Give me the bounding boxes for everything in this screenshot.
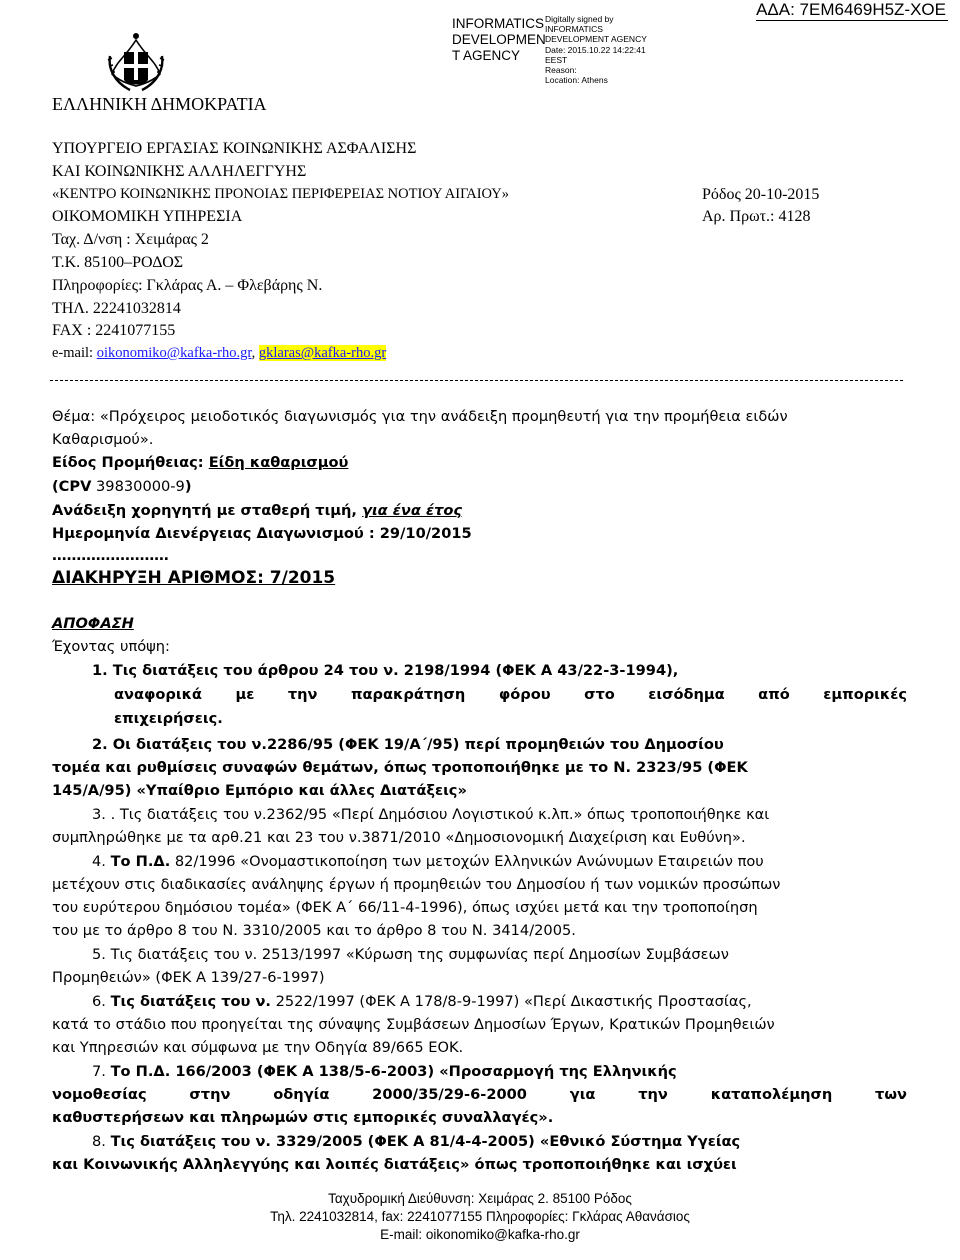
supply-type bbox=[52, 451, 907, 474]
declaration-number: ΔΙΑΚΗΡΥΞΗ ΑΡΙΘΜΟΣ: 7/2015 bbox=[52, 568, 336, 588]
considering-label: Έχοντας υπόψη: bbox=[52, 638, 170, 655]
cpv-value: 39830000-9 bbox=[91, 478, 185, 495]
service-name: ΟΙΚΟΜΟΜΙΚΗ ΥΠΗΡΕΣΙΑ bbox=[52, 208, 243, 225]
contact-persons: Πληροφορίες: Γκλάρας Α. – Φλεβάρης Ν. bbox=[52, 277, 323, 294]
email-separator: , bbox=[251, 345, 259, 361]
item-7-number: 7. bbox=[92, 1063, 111, 1080]
signature-meta-line: Digitally signed by bbox=[545, 14, 614, 24]
item-8-line-1 bbox=[92, 1130, 907, 1153]
item-4-line-4: του με το άρθρο 8 του Ν. 3310/2005 και το άρθρο 8 του Ν. 3414/2005. bbox=[52, 922, 576, 939]
subject-line-1: Θέμα: «Πρόχειρος μειοδοτικός διαγωνισμός για την ανάδειξη προμηθευτή για την προμήθεια ειδών bbox=[52, 408, 788, 425]
republic-title: ΕΛΛΗΝΙΚΗ ΔΗΜΟΚΡΑΤΙΑ bbox=[52, 94, 267, 114]
signature-meta-line: Reason: bbox=[545, 65, 577, 76]
item-2-line-1: 2. Οι διατάξεις του ν.2286/95 (ΦΕΚ 19/Α΄/95) περί προμηθειών του Δημοσίου bbox=[92, 736, 724, 753]
page-footer bbox=[0, 1190, 960, 1244]
subject-line-2: Καθαρισμού». bbox=[52, 431, 154, 448]
centre-name: «ΚΕΝΤΡΟ ΚΟΙΝΩΝΙΚΗΣ ΠΡΟΝΟΙΑΣ ΠΕΡΙΦΕΡΕΙΑΣ ΝΟΤΙΟΥ ΑΙΓΑΙΟΥ» bbox=[52, 186, 510, 202]
item-4-line-2: μετέχουν στις διαδικασίες ανάληψης έργων ή προμηθειών του Δημοσίου ή των νομικών προσώπων bbox=[52, 876, 781, 893]
cpv-label: CPV bbox=[58, 478, 92, 495]
footer-address: Ταχυδρομική Διεύθυνση: Χειμάρας 2. 85100 Ρόδος bbox=[328, 1191, 632, 1206]
item-6-number: 6. bbox=[92, 993, 111, 1010]
item-1-line-3: επιχειρήσεις. bbox=[114, 710, 223, 727]
postcode: Τ.Κ. 85100–ΡΟΔΟΣ bbox=[52, 254, 184, 271]
signature-org-line: INFORMATICS bbox=[452, 16, 544, 31]
award-period: για ένα έτος bbox=[362, 502, 463, 519]
email-link-2[interactable]: gklaras@kafka-rho.gr bbox=[258, 345, 387, 361]
item-1-line-2: αναφορικά με την παρακράτηση φόρου στο εισόδημα από εμπορικές bbox=[114, 686, 907, 703]
item-7-decree: Το Π.Δ. bbox=[110, 1063, 171, 1080]
item-1-line-1: 1. Τις διατάξεις του άρθρου 24 του ν. 2198/1994 (ΦΕΚ Α 43/22-3-1994), bbox=[92, 662, 679, 679]
protocol-number: Αρ. Πρωτ.: 4128 bbox=[702, 208, 811, 225]
item-6-text: 2522/1997 (ΦΕΚ Α 178/8-9-1997) «Περί Δικαστικής Προστασίας, bbox=[270, 993, 752, 1010]
dots-line: …………………… bbox=[52, 547, 169, 564]
document-date: Ρόδος 20-10-2015 bbox=[702, 186, 820, 203]
ministry-line-1: ΥΠΟΥΡΓΕΙΟ ΕΡΓΑΣΙΑΣ ΚΟΙΝΩΝΙΚΗΣ ΑΣΦΑΛΙΣΗΣ bbox=[52, 140, 417, 157]
award-text: Ανάδειξη χορηγητή με σταθερή τιμή, bbox=[52, 502, 363, 519]
fax: FAX : 2241077155 bbox=[52, 322, 176, 339]
signature-meta-line: Location: Athens bbox=[545, 75, 608, 86]
cpv-paren: ) bbox=[184, 478, 192, 495]
signature-meta-line: DEVELOPMENT AGENCY bbox=[545, 34, 647, 45]
signature-meta-line: INFORMATICS bbox=[545, 24, 603, 35]
item-6-line-2: κατά το στάδιο που προηγείται της σύναψης Συμβάσεων Δημοσίων Έργων, Κρατικών Προμηθειών bbox=[52, 1016, 775, 1033]
signature-organization bbox=[452, 16, 546, 64]
footer-email: E-mail: oikonomiko@kafka-rho.gr bbox=[380, 1227, 580, 1242]
item-2-line-3: 145/Α/95) «Υπαίθριο Εμπόριο και άλλες Διατάξεις» bbox=[52, 782, 467, 799]
tender-date: Ημερομηνία Διενέργειας Διαγωνισμού : 29/10/2015 bbox=[52, 525, 472, 542]
item-3-line-1: 3. . Τις διατάξεις του ν.2362/95 «Περί Δημόσιου Λογιστικού κ.λπ.» όπως τροποποιήθηκε και bbox=[92, 806, 770, 823]
separator-line bbox=[50, 380, 903, 381]
item-4-line-3: του ευρύτερου δημόσιου τομέα» (ΦΕΚ Α΄ 66/11-4-1996), όπως ισχύει μετά και την τροποποίηση bbox=[52, 899, 758, 916]
item-8-provisions: Τις διατάξεις του ν. bbox=[110, 1133, 271, 1150]
supply-type-label: Είδος Προμήθειας: bbox=[52, 454, 209, 471]
signature-meta-line: EEST bbox=[545, 54, 568, 65]
ministry-line-2: ΚΑΙ ΚΟΙΝΩΝΙΚΗΣ ΑΛΛΗΛΕΓΓΥΗΣ bbox=[52, 163, 307, 180]
item-7-line-2: νομοθεσίας στην οδηγία 2000/35/29-6-2000 για την καταπολέμηση των bbox=[52, 1086, 907, 1103]
item-2-line-2: τομέα και ρυθμίσεις συναφών θεμάτων, όπως τροποποιήθηκε με το Ν. 2323/95 (ΦΕΚ bbox=[52, 759, 748, 776]
award-line bbox=[52, 499, 907, 522]
postal-address: Ταχ. Δ/νση : Χειμάρας 2 bbox=[52, 231, 209, 248]
item-5-line-2: Προμηθειών» (ΦΕΚ Α 139/27-6-1997) bbox=[52, 969, 325, 986]
item-6-line-3: και Υπηρεσιών και σύμφωνα με την Οδηγία 89/665 ΕΟΚ. bbox=[52, 1039, 464, 1056]
signature-meta-line: Date: 2015.10.22 14:22:41 bbox=[545, 44, 646, 55]
item-7-line-1 bbox=[92, 1060, 907, 1083]
greek-emblem-icon bbox=[100, 22, 172, 94]
decision-title: ΑΠΟΦΑΣΗ bbox=[52, 615, 134, 632]
item-4-number: 4. bbox=[92, 853, 111, 870]
item-3-line-2: συμπληρώθηκε με τα αρθ.21 και 23 του ν.3871/2010 «Δημοσιονομική Διαχείριση και Ευθύνη». bbox=[52, 829, 746, 846]
item-5-line-1: 5. Τις διατάξεις του ν. 2513/1997 «Κύρωση της συμφωνίας περί Δημοσίων Συμβάσεων bbox=[92, 946, 729, 963]
item-4-line-1 bbox=[92, 850, 907, 873]
email-label: e-mail: bbox=[52, 345, 97, 361]
footer-contact: Τηλ. 2241032814, fax: 2241077155 Πληροφορίες: Γκλάρας Αθανάσιος bbox=[270, 1209, 690, 1224]
item-4-decree: Το Π.Δ. bbox=[110, 853, 171, 870]
item-4-text: 82/1996 «Ονομαστικοποίηση των μετοχών Ελληνικών Ανώνυμων Εταιρειών που bbox=[170, 853, 764, 870]
cpv-paren: ( bbox=[52, 478, 59, 495]
item-8-line-2: και Κοινωνικής Αλληλεγγύης και λοιπές διατάξεις» όπως τροποποιήθηκε και ισχύει bbox=[52, 1156, 737, 1173]
item-8-number: 8. bbox=[92, 1133, 111, 1150]
signature-org-line: DEVELOPMEN bbox=[452, 32, 546, 47]
signature-org-line: T AGENCY bbox=[452, 48, 521, 63]
cpv-line bbox=[52, 475, 907, 498]
item-6-line-1 bbox=[92, 990, 907, 1013]
email-line bbox=[52, 345, 386, 362]
signature-details bbox=[545, 14, 647, 85]
telephone: ΤΗΛ. 22241032814 bbox=[52, 300, 181, 317]
item-6-provisions: Τις διατάξεις του ν. bbox=[110, 993, 271, 1010]
item-7-line-3: καθυστερήσεων και πληρωμών στις εμπορικές συναλλαγές». bbox=[52, 1109, 554, 1126]
email-link-1[interactable]: oikonomiko@kafka-rho.gr bbox=[96, 345, 252, 361]
item-7-text: 166/2003 (ΦΕΚ Α 138/5-6-2003) «Προσαρμογή της Ελληνικής bbox=[170, 1063, 677, 1080]
item-8-text: 3329/2005 (ΦΕΚ Α 81/4-4-2005) «Εθνικό Σύστημα Υγείας bbox=[270, 1133, 741, 1150]
supply-type-value: Είδη καθαρισμού bbox=[208, 454, 349, 471]
ada-code: ΑΔΑ: 7ΕΜ6469Η5Ζ-ΧΟΕ bbox=[756, 0, 946, 19]
